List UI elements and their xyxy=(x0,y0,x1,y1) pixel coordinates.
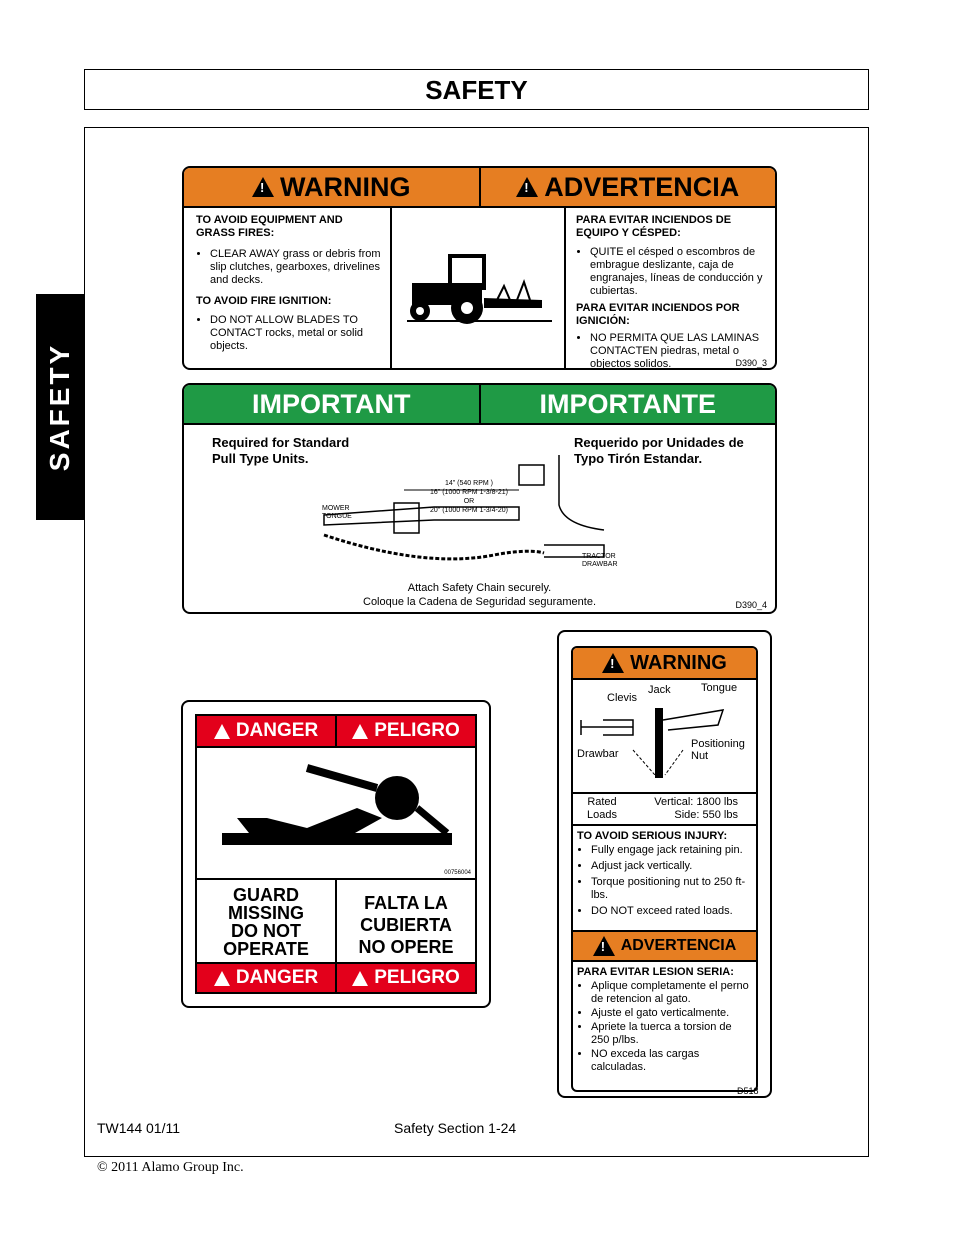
page-title: SAFETY xyxy=(425,75,528,105)
side-tab xyxy=(36,294,84,520)
jack-illustration xyxy=(573,680,756,790)
danger-msg-en-2: MISSING xyxy=(227,903,304,923)
warning-spanish-text xyxy=(566,208,775,370)
danger-guard-decal xyxy=(181,700,491,1008)
jack-warning-title: WARNING xyxy=(630,651,727,674)
rated-loads xyxy=(573,794,756,826)
page-header xyxy=(84,69,869,110)
warning-title-text: WARNING xyxy=(280,171,411,202)
jack-es-item: • Aplique completamente el perno de retencion al gato. xyxy=(591,980,752,1006)
danger-top-left-text: DANGER xyxy=(235,720,319,741)
warning-heading-1: TO AVOID EQUIPMENT AND GRASS FIRES: xyxy=(196,214,343,239)
danger-bottom-right xyxy=(337,964,475,992)
danger-msg-en xyxy=(197,880,337,962)
danger-msg-es xyxy=(337,880,475,962)
advertencia-heading-2: PARA EVITAR INCIENDOS POR IGNICIÓN: xyxy=(576,302,740,327)
footer-doc-id: TW144 01/11 xyxy=(97,1120,181,1136)
decal-code: D390_4 xyxy=(735,600,767,610)
warning-fire-decal xyxy=(182,166,777,370)
decal-code: D518 xyxy=(737,1086,759,1096)
rated-label xyxy=(573,794,631,824)
danger-top-left xyxy=(197,716,337,746)
alert-triangle-icon xyxy=(593,936,615,956)
important-band xyxy=(184,385,775,425)
dim-label-1: 14" (540 RPM ) xyxy=(444,480,493,487)
side-tab-label: SAFETY xyxy=(44,342,75,472)
rated-2: Loads xyxy=(587,809,617,821)
important-es-line-2: Typo Tirón Estandar. xyxy=(574,451,703,466)
dim-label-3: 20" (1000 RPM 1-3/4-20) xyxy=(430,507,508,514)
jack-en-list xyxy=(577,844,752,918)
alert-triangle-icon xyxy=(352,971,368,986)
danger-inner xyxy=(195,714,477,994)
jack-en-instructions xyxy=(573,826,756,932)
jack-es-item: • Apriete la tuerca a torsion de 250 p/lbs. xyxy=(591,1021,752,1047)
alert-triangle-icon xyxy=(252,177,274,197)
warning-title-left xyxy=(184,168,481,206)
label-positioning-nut xyxy=(691,738,745,762)
mower-tongue-line-1: MOWER xyxy=(322,505,350,512)
jack-en-item: • Adjust jack vertically. xyxy=(591,860,752,873)
decal-code: D390_3 xyxy=(735,358,767,368)
danger-msg-es-3: NO OPERE xyxy=(358,937,454,957)
jack-es-item: • NO exceda las cargas calculadas. xyxy=(591,1048,752,1074)
important-en-line-1: Required for Standard xyxy=(212,435,350,450)
label-pos-1: Positioning xyxy=(691,738,745,750)
jack-es-heading: PARA EVITAR LESION SERIA: xyxy=(577,966,734,978)
tractor-line-1: TRACTOR xyxy=(582,553,616,560)
important-en-line-2: Pull Type Units. xyxy=(212,451,309,466)
rated-1: Rated xyxy=(587,796,617,808)
tractor-image xyxy=(392,208,566,370)
rated-side: Side: 550 lbs xyxy=(674,809,738,821)
footer-copyright: © 2011 Alamo Group Inc. xyxy=(97,1160,244,1175)
alert-triangle-icon xyxy=(602,653,624,673)
rated-vertical: Vertical: 1800 lbs xyxy=(654,796,738,808)
rated-values xyxy=(631,794,756,824)
alert-triangle-icon xyxy=(516,177,538,197)
jack-en-item: • DO NOT exceed rated loads. xyxy=(591,905,752,918)
chain-caption-es: Coloque la Cadena de Seguridad seguramente. xyxy=(363,596,596,608)
advertencia-title-text: ADVERTENCIA xyxy=(544,171,740,202)
jack-es-list xyxy=(577,980,752,1074)
advertencia-heading-1: PARA EVITAR INCIENDOS DE EQUIPO Y CÉSPED: xyxy=(576,214,732,239)
jack-warning-decal xyxy=(557,630,772,1098)
tractor-line-2: DRAWBAR xyxy=(582,561,618,568)
danger-message xyxy=(197,880,475,964)
jack-en-item: • Fully engage jack retaining pin. xyxy=(591,844,752,857)
jack-en-heading: TO AVOID SERIOUS INJURY: xyxy=(577,830,728,842)
danger-top-right-text: PELIGRO xyxy=(374,720,460,741)
chain-caption xyxy=(184,581,775,609)
footer-section: Safety Section 1-24 xyxy=(394,1120,517,1136)
warning-heading-2: TO AVOID FIRE IGNITION: xyxy=(196,295,332,307)
advertencia-bullet-2: • NO PERMITA QUE LAS LAMINAS CONTACTEN piedras, metal o objectos solidos. xyxy=(590,332,769,371)
danger-top-band xyxy=(197,716,475,748)
jack-advertencia-band xyxy=(573,932,756,962)
danger-top-right xyxy=(337,716,475,746)
danger-bottom-left-text: DANGER xyxy=(235,967,319,988)
warning-band xyxy=(184,168,775,208)
jack-es-item: • Ajuste el gato verticalmente. xyxy=(591,1007,752,1020)
important-chain-decal xyxy=(182,383,777,614)
warning-english-text xyxy=(184,208,392,370)
tractor-fire-illustration xyxy=(392,208,564,368)
label-pos-2: Nut xyxy=(691,750,709,762)
danger-bottom-left xyxy=(197,964,337,992)
jack-en-item: • Torque positioning nut to 250 ft-lbs. xyxy=(591,876,752,902)
jack-inner xyxy=(571,646,758,1092)
danger-msg-en-1: GUARD xyxy=(233,885,299,905)
danger-msg-en-4: OPERATE xyxy=(223,939,309,959)
warning-bullet-2: • DO NOT ALLOW BLADES TO CONTACT rocks, metal or solid objects. xyxy=(210,314,382,353)
danger-bottom-band xyxy=(197,964,475,992)
dim-label-or: OR xyxy=(463,498,475,505)
mower-tongue-line-2: TONGUE xyxy=(322,513,352,520)
label-jack: Jack xyxy=(648,684,671,696)
danger-msg-es-2: CUBIERTA xyxy=(360,915,452,935)
mower-tongue-label xyxy=(322,505,352,521)
warning-bullet-1: • CLEAR AWAY grass or debris from slip clutches, gearboxes, drivelines and decks. xyxy=(210,248,382,287)
alert-triangle-icon xyxy=(214,971,230,986)
jack-es-instructions xyxy=(573,962,756,1074)
advertencia-bullet-1: • QUITE el césped o escombros de embrague deslizante, caja de engranajes, líneas de conducción y cubiertas. xyxy=(590,246,769,298)
image-code: 00756004 xyxy=(444,870,471,876)
entanglement-figure-illustration xyxy=(197,748,479,876)
label-tongue: Tongue xyxy=(701,682,738,694)
danger-image xyxy=(197,748,475,880)
important-es-line-1: Requerido por Unidades de xyxy=(574,435,744,450)
label-drawbar: Drawbar xyxy=(577,748,619,760)
jack-advertencia-title: ADVERTENCIA xyxy=(620,937,737,954)
dimension-labels xyxy=(430,479,508,515)
important-title-right: IMPORTANTE xyxy=(539,388,716,419)
jack-warning-band xyxy=(573,648,756,680)
dim-label-2: 16" (1000 RPM 1-3/8-21) xyxy=(430,489,508,496)
important-title-left: IMPORTANT xyxy=(184,385,481,423)
danger-msg-en-3: DO NOT xyxy=(231,921,301,941)
tractor-drawbar-label xyxy=(582,553,618,569)
chain-caption-en: Attach Safety Chain securely. xyxy=(407,582,552,594)
alert-triangle-icon xyxy=(352,724,368,739)
danger-bottom-right-text: PELIGRO xyxy=(374,967,460,988)
label-clevis: Clevis xyxy=(607,692,637,704)
warning-title-right xyxy=(481,168,776,206)
warning-body xyxy=(184,208,775,370)
jack-diagram xyxy=(573,680,756,794)
danger-msg-es-1: FALTA LA xyxy=(364,893,448,913)
alert-triangle-icon xyxy=(214,724,230,739)
